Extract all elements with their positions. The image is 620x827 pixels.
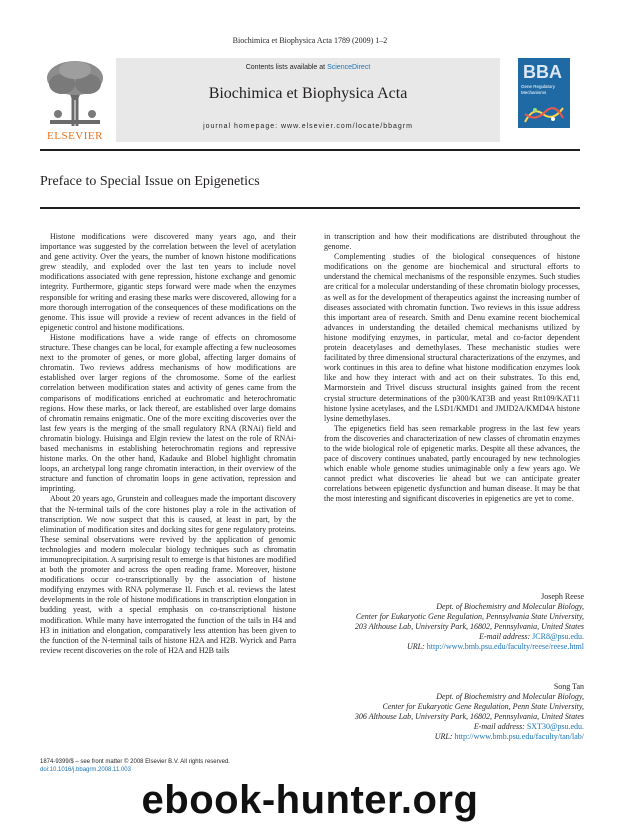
url-label: URL: [407,642,425,651]
elsevier-wordmark: ELSEVIER [47,130,103,142]
author-name: Joseph Reese [541,592,584,601]
watermark: ebook-hunter.org [141,778,479,822]
author-center: Center for Eukaryotic Gene Regulation, Pennsylvania State University, [355,612,584,621]
contents-prefix: Contents lists available at [245,64,326,71]
paragraph: Histone modifications have a wide range of effects on chromosome structure. These changes can be local, for example affecting a few nucleosomes next to the promoter of genes, or more global, affecting larger domains of chromatin. Two reviews address mechanisms of how modifications are established over larger regions of the chromosome. Some of the earliest correlation between modification states and activity of genes came from the comparisons of modifications enriched at euchromatic and heterochromatic regions. How these marks, or lack thereof, are established over large domains of chromatin remains enigmatic. One of the more exciting discoveries over the last few years is the merging of the small regulatory RNA (RNAi) field and chromatin biology. Huisinga and Elgin review the latest on the role of RNAi-based mechanisms in establishing heterochromatin regions and repressive histone marks. On the other hand, Kadauke and Blobel highlight chromatin loops, an archetypal long range chromatin interaction, in their overview of the structure and function of chromatin loops in gene activation, repression and imprinting. [40,332,296,494]
author-dept: Dept. of Biochemistry and Molecular Biology, [436,602,584,611]
copyright-line: 1874-9399/$ – see front matter © 2008 Elsevier B.V. All rights reserved. [40,759,230,765]
footer-note [40,758,230,774]
author-address: 306 Althouse Lab, University Park, 16802, Pennsylvania, United States [354,712,584,721]
url-label: URL: [434,732,453,741]
header-rule [40,149,580,151]
paragraph: The epigenetics field has seen remarkable progress in the last few years from the discoveries and characterization of new classes of chromatin enzymes to the wide biological role of epigenetic marks. Despite all these advances, the pace of discovery continues unabated, partly encouraged by new technologies which enable whole genome studies unimaginable only a few years ago. We cannot predict what discoveries lie ahead but we can anticipate greater correlations between epigenetic dysfunction and human disease. It may be that the most interesting and significant discoveries in epigenetics are yet to come. [324,423,580,504]
running-head: Biochimica et Biophysica Acta 1789 (2009) 1–2 [232,36,388,45]
author-signature [324,682,584,742]
contents-line [116,64,500,71]
journal-header-box [116,58,500,142]
author-dept: Dept. of Biochemistry and Molecular Biology, [436,692,584,701]
paragraph: About 20 years ago, Grunstein and colleagues made the important discovery that the N-terminal tails of the core histones play a role in the activation of transcription. We now suspect that this is caused, at least in part, by the elimination of modification sites and docking sites for gene regulatory proteins. These seminal observations were revived by the application of genomic technologies and modern molecular biology techniques such as chromatin immunoprecipitation. A surprising result to emerge is that histones are modified at both the promoter and across the open reading frame. Moreover, histone modifications occur co-transcriptionally by the association of histone modifying enzymes with RNA polymerase II. Fusch et al. reviews the latest developments in the role of histone modifications in transcription elongation in budding yeast, with a special emphasis on co-transcriptional histone modification. While many have interrogated the function of the tails in H4 and H3 in initiation and elongation, comparatively less attention has been given to the function of the N-terminal tails of histone H2A and H2B. Wyrick and Parra review recent discoveries on the role of H2A and H2B tails [40,494,296,655]
title-rule [40,207,580,209]
cover-art-icon [523,104,565,124]
cover-logo: BBA [523,62,562,82]
author-email[interactable]: JCR8@psu.edu. [532,632,584,641]
journal-cover[interactable] [518,58,570,128]
cover-subtitle: Gene Regulatory Mechanisms [521,84,556,95]
paragraph-continuation: in transcription and how their modifications are distributed throughout the genome. [324,232,580,252]
article-title: Preface to Special Issue on Epigenetics [40,174,260,189]
doi-link[interactable]: doi:10.1016/j.bbagrm.2008.11.003 [40,767,131,773]
author-email-line [324,722,584,732]
right-column [324,232,580,505]
author-email-line [324,632,584,642]
email-label: E-mail address: [479,632,531,641]
author-center: Center for Eukaryotic Gene Regulation, Penn State University, [382,702,584,711]
paragraph: Complementing studies of the biological consequences of histone modifications on the genome are biochemical and structural efforts to understand the chemical mechanisms of the responsible enzymes. Such studies are critical for a molecular understanding of these chromatin biology processes, as well as for the development of therapeutics against the increasing number of diseases associated with chromatin function. Two reviews in this issue address this important area of research. Smith and Denu examine recent biochemical advances in understanding the detailed chemical mechanisms utilized by histone modifying enzymes, in particular, metal and co-factor dependent protein deacetylases and demethylases. These mechanistic studies were facilitated by three dimensional structural characterizations of the enzymes, and work continues in this area to define what histone modification enzymes look like and how they interact with and act on their substrates. To this end, Marmorstein and Trivel discuss structural insights gained from the recent crystal structure determinations of the p300/KAT3B and yeast Rtt109/KAT11 histone lysine acetylases, and the LSD1/KMD1 and JMJD2A/KMD4A histone lysine demethylases. [324,252,580,423]
left-column [40,232,296,656]
journal-homepage[interactable]: journal homepage: www.elsevier.com/locate/bbagrm [203,123,413,130]
author-url-line [324,642,584,652]
journal-masthead [40,58,580,142]
journal-title: Biochimica et Biophysica Acta [208,85,408,102]
paragraph: Histone modifications were discovered many years ago, and their importance was suggested by the correlation between the level of acetylation and gene activity. Over the years, the number of known histone modifications grew steadily, and exploded over the last ten years to include novel modifications associated with gene repression, histone exchange and genomic integrity. Furthermore, gigantic steps forward were made when the enzymes responsible for writing and erasing these marks were discovered, allowing for a more thorough interrogation of the consequences of these modifications on the genome. This issue will provide a review of recent advances in the field of epigenetic control and histone modifications. [40,232,296,332]
author-address: 203 Althouse Lab, University Park, 16802, Pennsylvania, United States [354,622,584,631]
author-email[interactable]: SXT30@psu.edu. [526,722,584,731]
sciencedirect-link[interactable]: ScienceDirect [327,64,371,71]
elsevier-tree-icon [40,58,110,128]
author-signature [324,592,584,652]
elsevier-logo[interactable] [40,58,110,142]
author-url-line [324,732,584,742]
author-name: Song Tan [553,682,584,691]
author-url[interactable]: http://www.bmb.psu.edu/faculty/reese/reese.html [426,642,584,651]
email-label: E-mail address: [473,722,525,731]
author-url[interactable]: http://www.bmb.psu.edu/faculty/tan/lab/ [454,732,584,741]
